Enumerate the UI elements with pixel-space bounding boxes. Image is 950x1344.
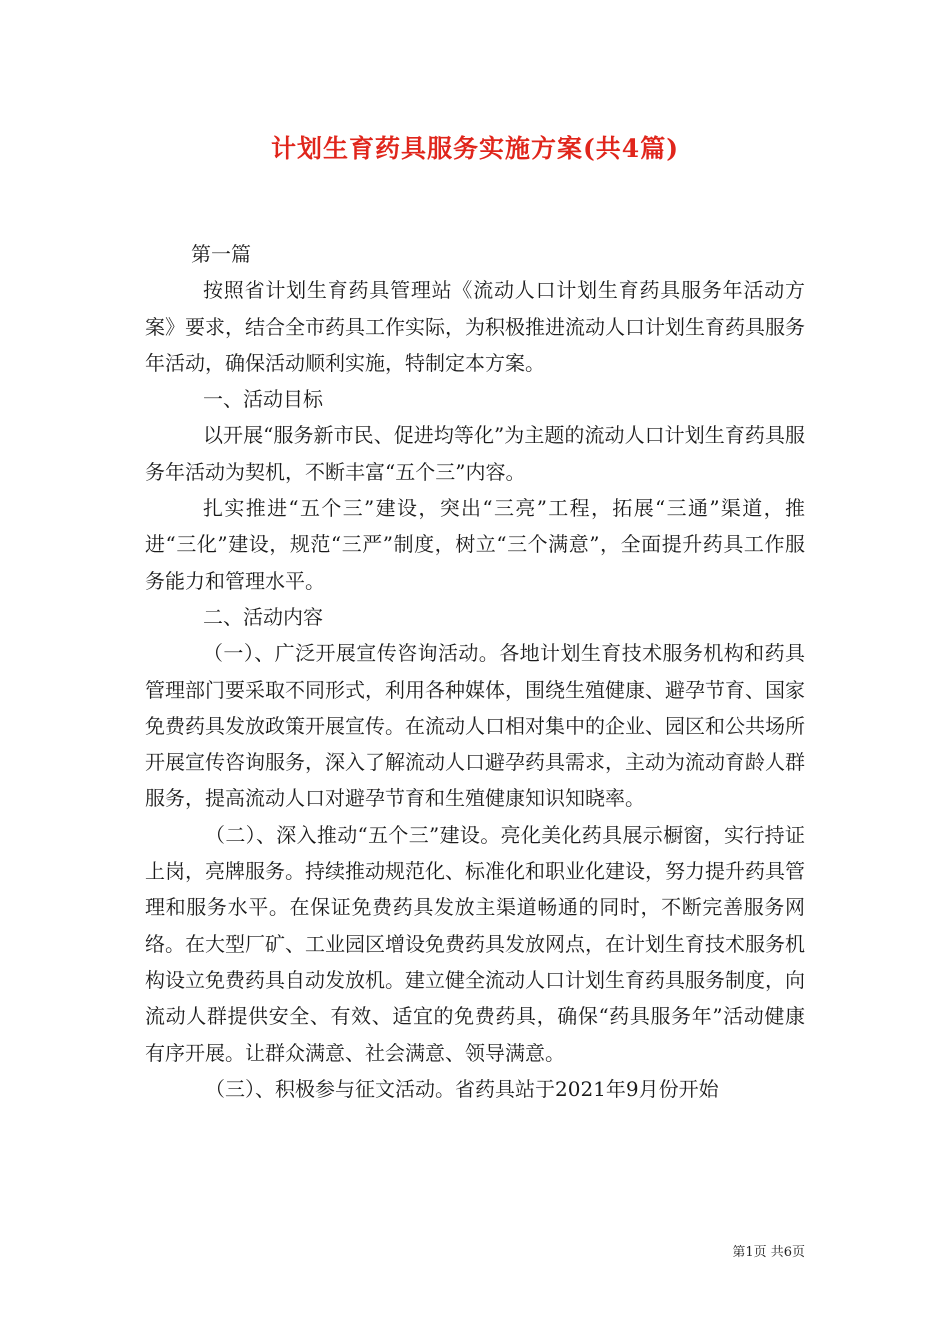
paragraph: 以开展“服务新市民、促进均等化”为主题的流动人口计划生育药具服务年活动为契机，不断丰富“五个三”内容。 <box>145 423 805 484</box>
document-body <box>145 236 805 1107</box>
paragraph: （二）、深入推动“五个三”建设。亮化美化药具展示橱窗，实行持证上岗，亮牌服务。持续推动规范化、标准化和职业化建设，努力提升药具管理和服务水平。在保证免费药具发放主渠道畅通的同时，不断完善服务网络。在大型厂矿、工业园区增设免费药具发放网点，在计划生育技术服务机构设立免费药具自动发放机。建立健全流动人口计划生育药具服务制度，向流动人群提供安全、有效、适宜的免费药具，确保“药具服务年”活动健康有序开展。让群众满意、社会满意、领导满意。 <box>145 822 805 1065</box>
paragraph: 按照省计划生育药具管理站《流动人口计划生育药具服务年活动方案》要求，结合全市药具工作实际，为积极推进流动人口计划生育药具服务年活动，确保活动顺利实施，特制定本方案。 <box>145 278 805 375</box>
paragraph: 扎实推进“五个三”建设，突出“三亮”工程，拓展“三通”渠道，推进“三化”建设，规范“三严”制度，树立“三个满意”，全面提升药具工作服务能力和管理水平。 <box>145 496 805 593</box>
section-heading: 二、活动内容 <box>203 604 323 629</box>
document-title: 计划生育药具服务实施方案(共4篇) <box>270 134 680 163</box>
page-number: 第1页 共6页 <box>732 1245 805 1260</box>
paragraph: （一）、广泛开展宣传咨询活动。各地计划生育技术服务机构和药具管理部门要采取不同形式，利用各种媒体，围绕生殖健康、避孕节育、国家免费药具发放政策开展宣传。在流动人口相对集中的企业、园区和公共场所开展宣传咨询服务，深入了解流动人口避孕药具需求，主动为流动育龄人群服务，提高流动人口对避孕节育和生殖健康知识知晓率。 <box>145 641 805 811</box>
section-heading: 一、活动目标 <box>203 387 323 412</box>
section-heading: 第一篇 <box>191 242 251 266</box>
paragraph: （三）、积极参与征文活动。省药具站于2021年9月份开始 <box>205 1076 719 1101</box>
